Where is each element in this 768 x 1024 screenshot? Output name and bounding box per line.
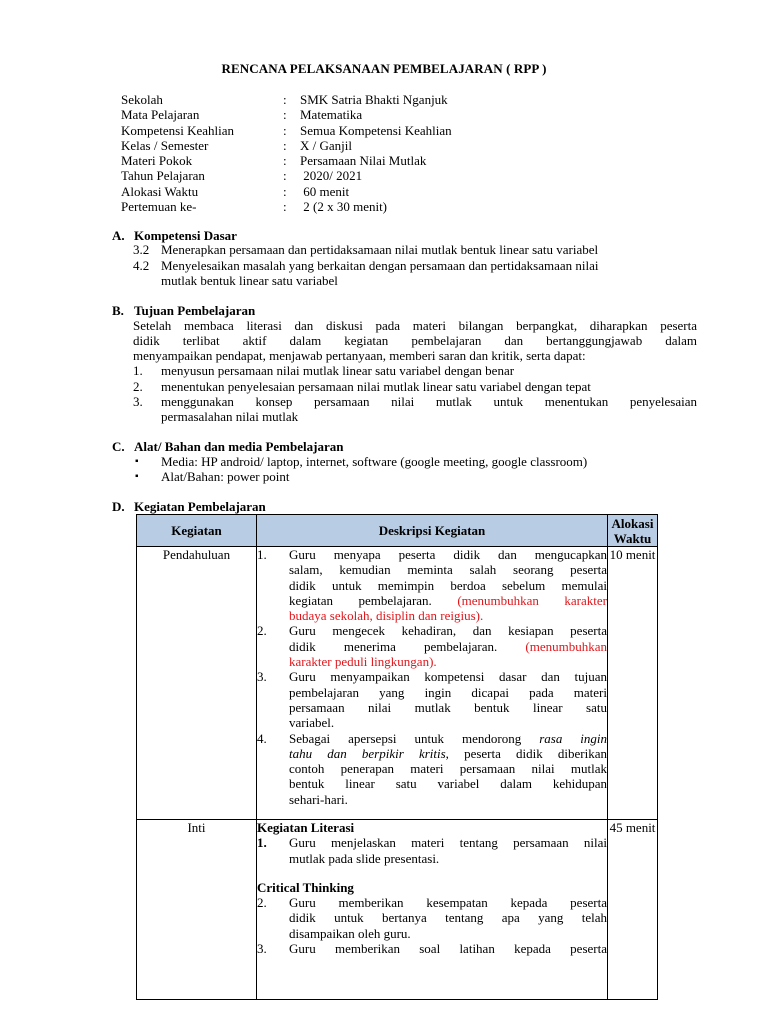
item-emphasis: rasa ingin (539, 730, 608, 746)
tujuan-item-text: menyusun persamaan nilai mutlak linear satu variabel dengan benar (161, 363, 515, 378)
info-value: X / Ganjil (300, 137, 352, 153)
item-line: pembelajaran yang ingin dicapai pada materi (289, 684, 607, 700)
subheading-literasi: Kegiatan Literasi (257, 820, 355, 835)
item-line: Guru menyapa peserta didik dan mengucapkan (289, 547, 607, 562)
info-value: Persamaan Nilai Mutlak (300, 153, 427, 169)
section-title: Tujuan Pembelajaran (134, 303, 256, 318)
kd-item-num: 4.2 (133, 258, 150, 273)
bullet-icon: ▪ (135, 471, 139, 482)
item-line: Guru menyampaikan kompetensi dasar dan tujuan (289, 669, 607, 685)
header-kegiatan: Kegiatan (137, 515, 257, 547)
section-letter: C. (112, 439, 125, 454)
bullet-icon: ▪ (135, 456, 139, 467)
info-label: Kelas / Semester (121, 137, 209, 153)
item-line (289, 731, 607, 746)
info-colon: : (283, 199, 287, 215)
section-d-heading (112, 499, 266, 515)
item-num: 4. (257, 730, 267, 746)
media-item: Alat/Bahan: power point (161, 469, 290, 484)
info-colon: : (283, 107, 287, 123)
kd-item-text: Menerapkan persamaan dan pertidaksamaan nilai mutlak bentuk linear satu variabel (161, 242, 599, 257)
info-label: Kompetensi Keahlian (121, 122, 234, 138)
item-emphasis: tahu dan berpikir kritis (289, 745, 446, 761)
list-item (257, 835, 607, 866)
header-alokasi-line1: Alokasi (611, 515, 654, 531)
list-item (257, 895, 607, 941)
section-letter: A. (112, 228, 125, 243)
info-colon: : (283, 92, 287, 107)
info-colon: : (283, 153, 287, 169)
info-label: Tahun Pelajaran (121, 168, 205, 184)
item-line: salam, kemudian meminta salah seorang peserta (289, 562, 607, 578)
kegiatan-table (136, 514, 658, 1000)
table-header-row (137, 515, 658, 547)
section-title: Kegiatan Pembelajaran (134, 499, 266, 514)
list-item (257, 547, 607, 623)
kd-item-num: 3.2 (133, 242, 150, 257)
tujuan-item-num: 2. (133, 379, 143, 394)
item-text: kegiatan pembelajaran. (289, 592, 432, 608)
alokasi-cell: 10 menit (608, 547, 658, 820)
section-letter: D. (112, 499, 125, 514)
item-num: 3. (257, 669, 267, 685)
item-line: didik untuk memimpin berdoa sebelum memulai (289, 577, 607, 593)
list-item (257, 669, 607, 730)
tujuan-paragraph-line: menyampaikan pendapat, menjawab pertanyaan, memberi saran dan kritik, serta dapat: (133, 348, 586, 363)
karakter-note: (menumbuhkan (525, 638, 608, 654)
item-num: 1. (257, 835, 267, 851)
list-item (257, 623, 607, 669)
item-line: contoh penerapan materi persamaan nilai mutlak (289, 761, 607, 777)
item-line: Guru menjelaskan materi tentang persamaan nilai (289, 835, 607, 851)
media-item: Media: HP android/ laptop, internet, software (google meeting, google classroom) (161, 454, 588, 469)
info-value: 2020/ 2021 (300, 168, 363, 184)
info-value: 2 (2 x 30 menit) (300, 199, 388, 215)
karakter-note: karakter peduli lingkungan). (289, 654, 437, 670)
tujuan-item-num: 3. (133, 394, 143, 409)
item-line: persamaan nilai mutlak bentuk linear satu (289, 699, 607, 715)
item-line: Guru mengecek kehadiran, dan kesiapan peserta (289, 623, 607, 639)
section-title: Kompetensi Dasar (134, 228, 237, 243)
item-line: mutlak pada slide presentasi. (289, 850, 440, 866)
info-value: Matematika (300, 107, 363, 123)
item-line: Guru memberikan soal latihan kepada peserta (289, 941, 607, 957)
item-num: 2. (257, 623, 267, 639)
section-letter: B. (112, 303, 124, 318)
header-deskripsi: Deskripsi Kegiatan (257, 515, 608, 547)
item-line (289, 593, 607, 608)
item-num: 2. (257, 895, 267, 911)
info-label: Pertemuan ke- (121, 199, 197, 215)
info-value: SMK Satria Bhakti Nganjuk (300, 92, 448, 107)
item-line: disampaikan oleh guru. (289, 925, 411, 941)
karakter-note: (menumbuhkan karakter (457, 592, 607, 608)
tujuan-item-num: 1. (133, 363, 143, 378)
item-text: , peserta didik diberikan (445, 745, 607, 761)
item-line: bentuk linear satu variabel dalam kehidupan (289, 776, 607, 792)
kegiatan-name: Inti (137, 820, 257, 1000)
item-line (289, 746, 607, 761)
info-colon: : (283, 137, 287, 153)
info-label: Materi Pokok (121, 153, 193, 169)
karakter-note: budaya sekolah, disiplin dan reigius). (289, 608, 484, 624)
item-line (289, 639, 607, 654)
tujuan-paragraph-line: didik terlibat aktif dalam kegiatan pembelajaran dan bertanggungjawab dalam (133, 333, 697, 348)
item-line: sehari-hari. (289, 791, 348, 807)
info-label: Alokasi Waktu (121, 183, 199, 199)
section-c-heading (112, 439, 343, 455)
item-num: 3. (257, 941, 267, 957)
item-text: didik menerima pembelajaran. (289, 638, 498, 654)
info-colon: : (283, 183, 287, 199)
alokasi-cell: 45 menit (608, 820, 658, 1000)
info-value: Semua Kompetensi Keahlian (300, 122, 452, 138)
list-item (257, 731, 607, 807)
subheading-critical-thinking: Critical Thinking (257, 879, 354, 895)
item-line: Guru memberikan kesempatan kepada peserta (289, 895, 607, 911)
section-b-heading (112, 303, 255, 319)
tujuan-item-text: menggunakan konsep persamaan nilai mutlak untuk menentukan penyelesaian (161, 394, 697, 409)
section-title: Alat/ Bahan dan media Pembelajaran (134, 439, 344, 454)
header-alokasi-line2: Waktu (613, 530, 652, 546)
info-label: Sekolah (121, 92, 163, 107)
list-item (257, 941, 607, 956)
deskripsi-cell (257, 820, 608, 1000)
tujuan-item-text: menentukan penyelesaian persamaan nilai mutlak linear satu variabel dengan tepat (161, 379, 591, 394)
page-title: RENCANA PELAKSANAAN PEMBELAJARAN ( RPP ) (221, 61, 547, 76)
item-num: 1. (257, 547, 267, 562)
kegiatan-name: Pendahuluan (137, 547, 257, 820)
table-row-inti (137, 820, 658, 1000)
item-line: variabel. (289, 715, 335, 731)
kd-item-text: Menyelesaikan masalah yang berkaitan dengan persamaan dan pertidaksamaan nilai (161, 258, 599, 273)
header-alokasi (608, 515, 658, 547)
table-row-pendahuluan (137, 547, 658, 820)
info-label: Mata Pelajaran (121, 107, 200, 123)
info-colon: : (283, 168, 287, 184)
info-value: 60 menit (300, 183, 350, 199)
kd-item-text-cont: mutlak bentuk linear satu variabel (161, 273, 338, 288)
deskripsi-cell (257, 547, 608, 820)
info-colon: : (283, 122, 287, 138)
item-text: Sebagai apersepsi untuk mendorong (289, 730, 522, 746)
item-line: didik untuk bertanya tentang apa yang telah (289, 910, 607, 926)
tujuan-item-text-cont: permasalahan nilai mutlak (161, 409, 299, 424)
tujuan-paragraph-line: Setelah membaca literasi dan diskusi pada materi bilangan berpangkat, diharapkan peserta (133, 318, 697, 333)
